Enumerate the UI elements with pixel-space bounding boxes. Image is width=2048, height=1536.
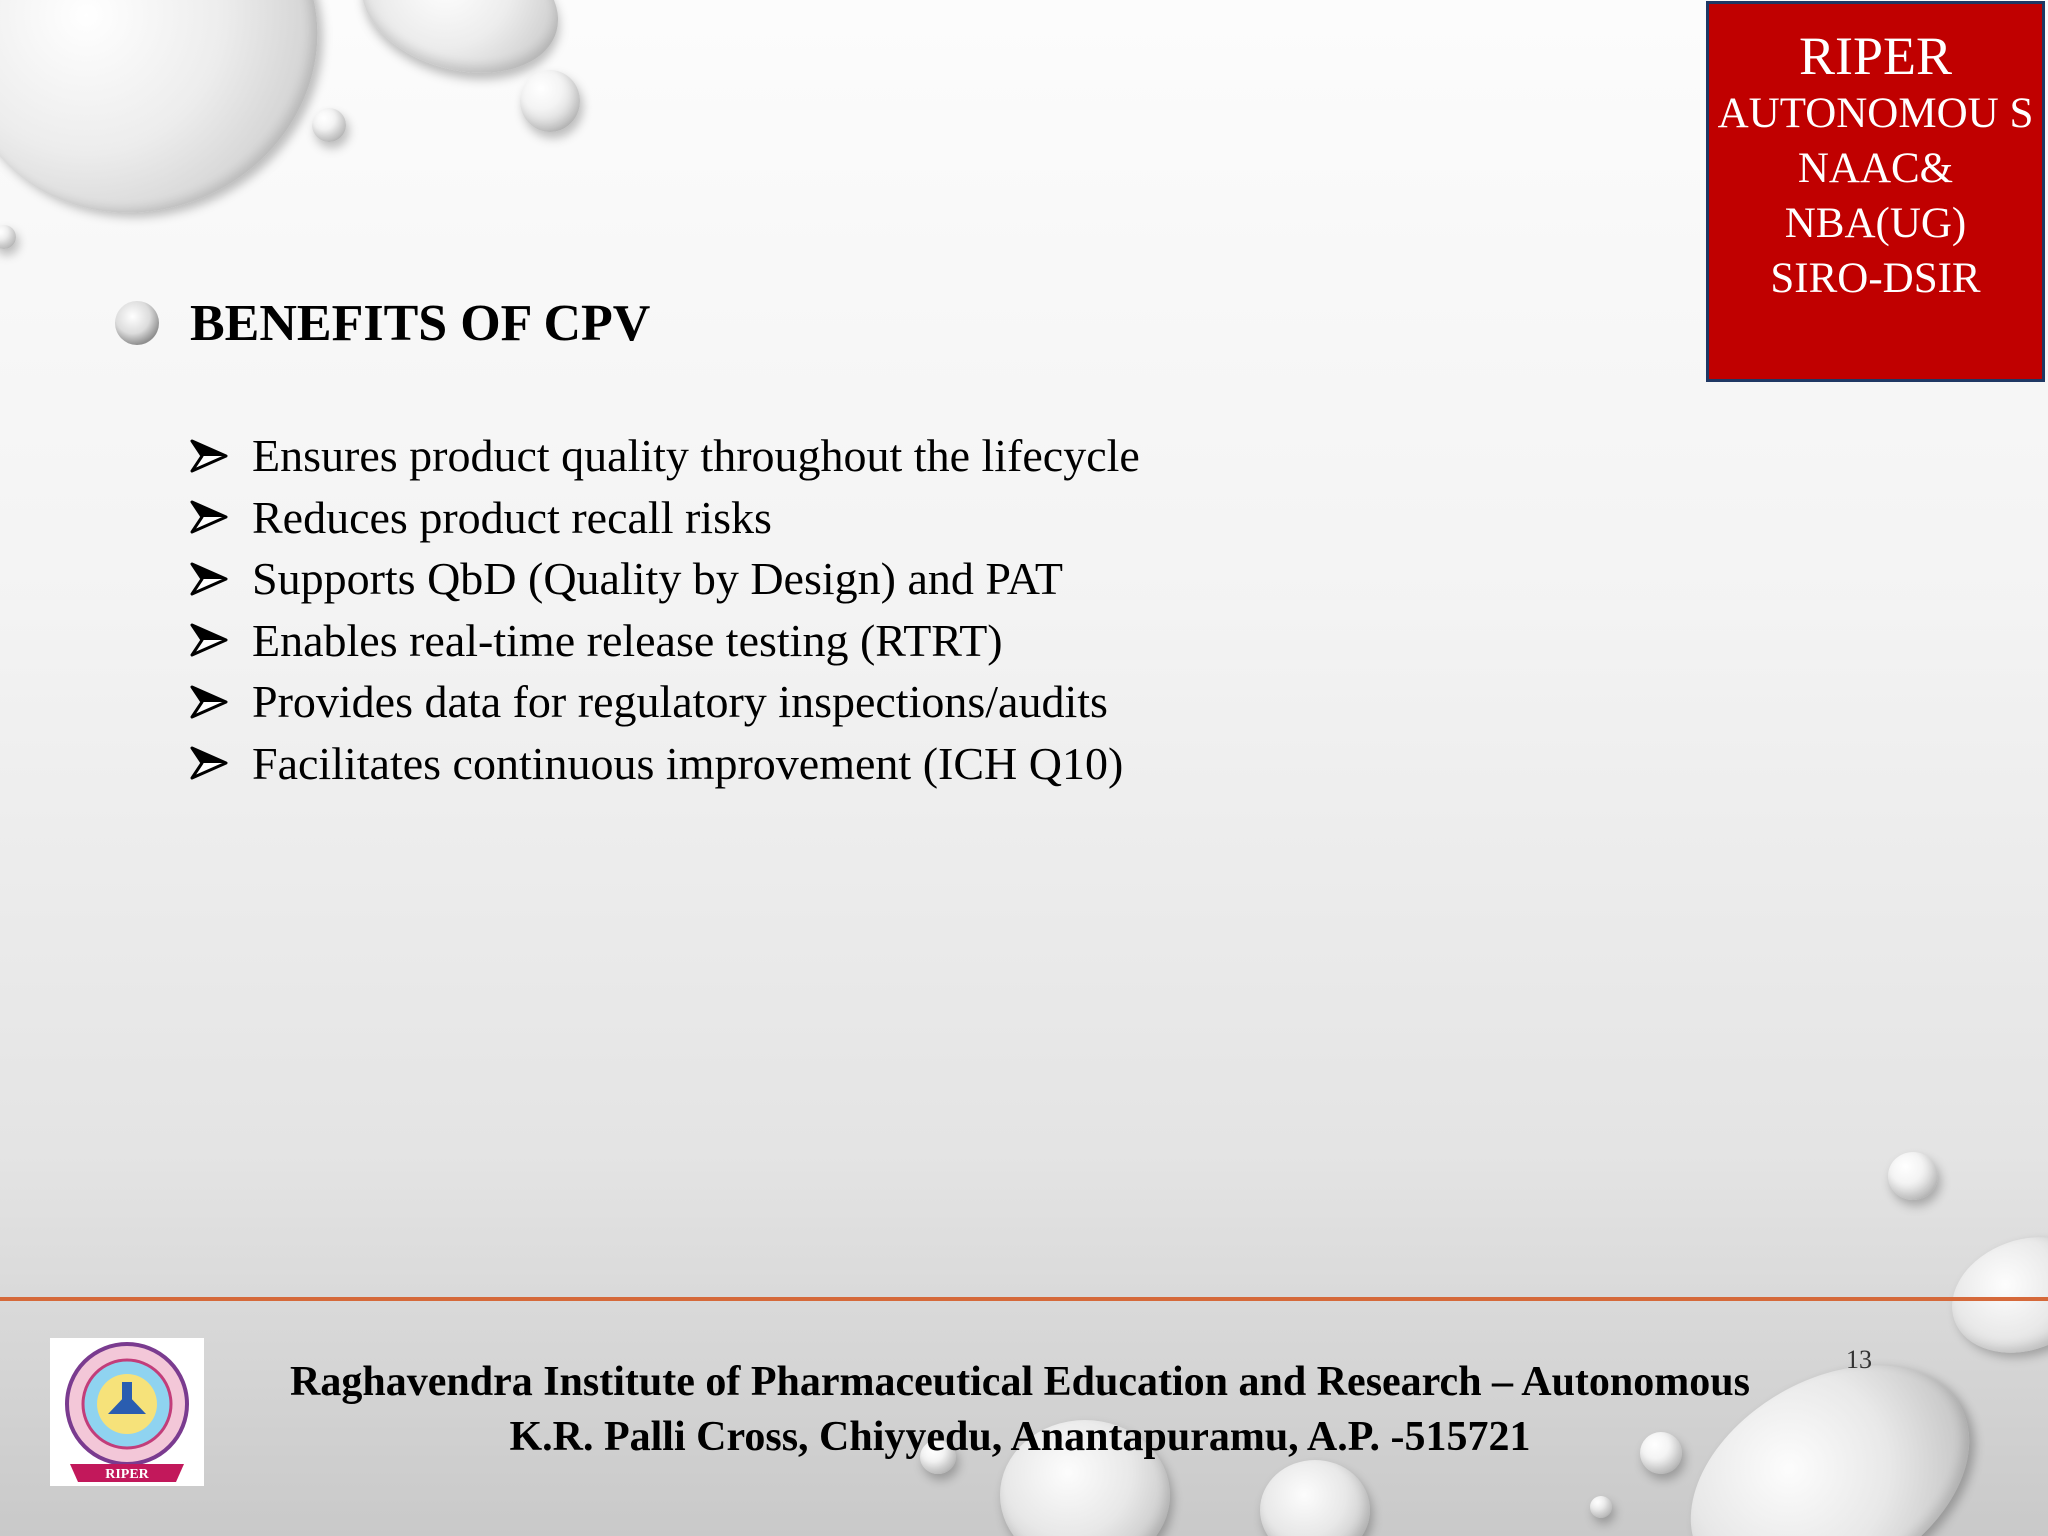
arrow-bullet-icon: [190, 746, 228, 780]
arrow-bullet-icon: [190, 623, 228, 657]
accreditation-badge: [1706, 1, 2045, 382]
benefits-list: [190, 425, 1140, 794]
water-drop-decoration: [1260, 1460, 1370, 1536]
list-item-text: Reduces product recall risks: [252, 491, 772, 543]
water-drop-decoration: [312, 108, 346, 142]
water-drop-decoration: [1590, 1496, 1612, 1518]
arrow-bullet-icon: [190, 685, 228, 719]
list-item: [190, 671, 1140, 733]
list-item: [190, 487, 1140, 549]
list-item-text: Supports QbD (Quality by Design) and PAT: [252, 553, 1063, 605]
riper-logo-icon: [50, 1338, 204, 1486]
list-item: [190, 733, 1140, 795]
badge-line-autonomous: AUTONOMOU S: [1717, 90, 2034, 137]
badge-line-naac: NAAC&: [1797, 145, 1954, 192]
badge-title: RIPER: [1798, 26, 1953, 86]
arrow-bullet-icon: [190, 439, 228, 473]
water-drop-decoration: [520, 70, 580, 132]
institute-name: Raghavendra Institute of Pharmaceutical Education and Research – Autonomous: [290, 1359, 1750, 1405]
list-item-text: Provides data for regulatory inspections/audits: [252, 676, 1108, 728]
footer-divider: [0, 1297, 2048, 1301]
arrow-bullet-icon: [190, 500, 228, 534]
logo-text: RIPER: [105, 1467, 149, 1482]
title-bullet-icon: [112, 298, 162, 348]
list-item: [190, 425, 1140, 487]
list-item-text: Ensures product quality throughout the lifecycle: [252, 430, 1140, 482]
list-item: [190, 548, 1140, 610]
page-number: 13: [1846, 1345, 1872, 1374]
arrow-bullet-icon: [190, 562, 228, 596]
list-item-text: Enables real-time release testing (RTRT): [252, 614, 1003, 666]
list-item-text: Facilitates continuous improvement (ICH Q10): [252, 737, 1124, 789]
water-drop-decoration: [0, 225, 16, 249]
slide-title: BENEFITS OF CPV: [190, 295, 651, 352]
list-item: [190, 610, 1140, 672]
footer-institute-info: [220, 1355, 1820, 1465]
water-drop-decoration: [1888, 1152, 1938, 1200]
water-drop-decoration: [1936, 1218, 2048, 1373]
badge-line-siro: SIRO-DSIR: [1770, 255, 1981, 302]
institute-address: K.R. Palli Cross, Chiyyedu, Anantapuramu, A.P. -515721: [509, 1414, 1531, 1460]
badge-line-nba: NBA(UG): [1784, 200, 1967, 247]
